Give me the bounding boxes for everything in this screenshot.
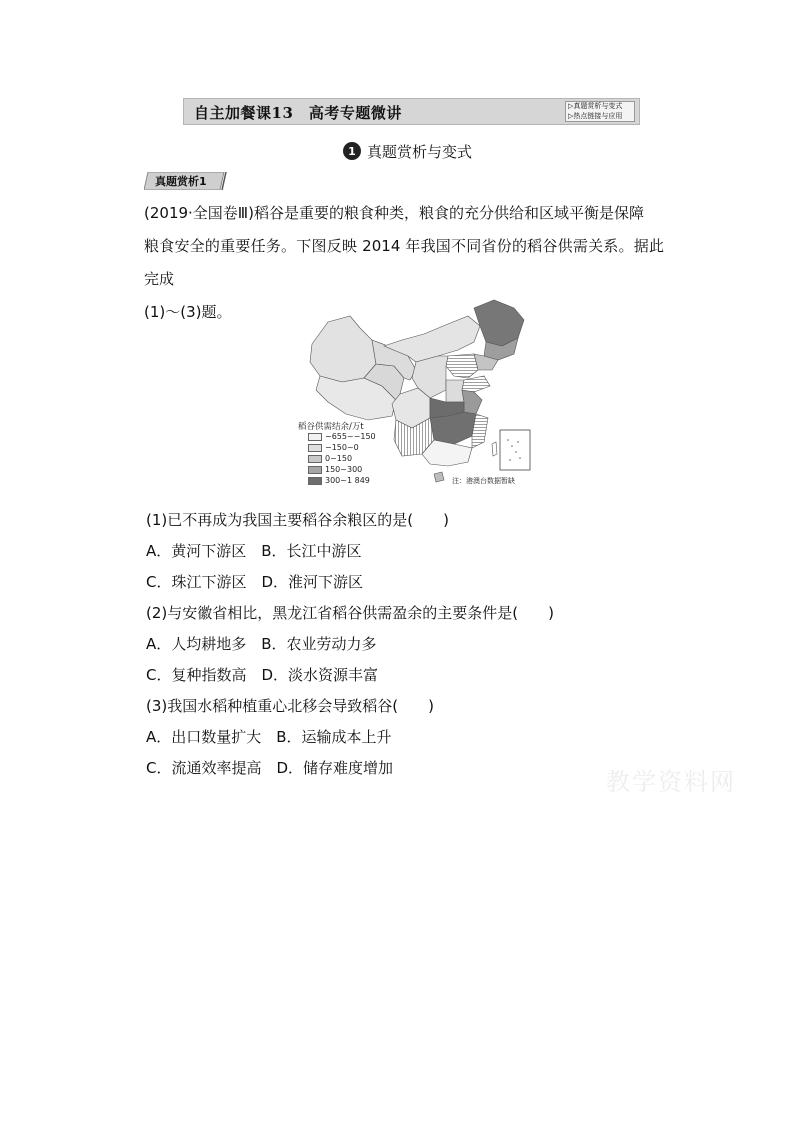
region-hainan <box>434 472 444 482</box>
section-link-hotspot[interactable]: ▷热点链接与应用 <box>568 111 623 120</box>
intro-line: (2019·全国卷Ⅲ)稻谷是重要的粮食种类，粮食的充分供给和区域平衡是保障 <box>144 204 644 222</box>
region-shandong <box>462 376 490 392</box>
region-taiwan <box>492 442 497 456</box>
section-link-appreciation[interactable]: ▷真题赏析与变式 <box>568 102 623 110</box>
legend-item: −150~0 <box>308 443 359 452</box>
region-henan <box>446 380 464 402</box>
legend-item: 0~150 <box>308 454 352 463</box>
legend-item: −655~−150 <box>308 432 376 441</box>
question-2-options-cd[interactable]: C．复种指数高 D．淡水资源丰富 <box>146 666 379 684</box>
question-1-options-cd[interactable]: C．珠江下游区 D．淮河下游区 <box>146 573 364 591</box>
region-hebei <box>446 354 478 378</box>
region-jiangsu-anhui <box>462 390 482 414</box>
lesson-header-bar <box>183 98 640 125</box>
question-2-stem: (2)与安徽省相比，黑龙江省稻谷供需盈余的主要条件是( ) <box>146 604 554 622</box>
question-3-options-ab[interactable]: A．出口数量扩大 B．运输成本上升 <box>146 728 392 746</box>
region-xinjiang <box>310 316 376 382</box>
intro-line: (1)～(3)题。 <box>144 303 232 321</box>
lesson-title: 自主加餐课13 高考专题微讲 <box>194 104 402 122</box>
question-1-options-ab[interactable]: A．黄河下游区 B．长江中游区 <box>146 542 362 560</box>
question-3-options-cd[interactable]: C．流通效率提高 D．储存难度增加 <box>146 759 394 777</box>
question-3-stem: (3)我国水稻种植重心北移会导致稻谷( ) <box>146 697 434 715</box>
section-heading <box>343 141 472 161</box>
legend-item: 150~300 <box>308 465 362 474</box>
watermark: 教学资料网 <box>606 768 736 796</box>
south-china-sea-inset <box>500 430 530 470</box>
intro-line: 粮食安全的重要任务。下图反映 2014 年我国不同省份的稻谷供需关系。据此完成 <box>144 237 664 288</box>
question-2-options-ab[interactable]: A．人均耕地多 B．农业劳动力多 <box>146 635 377 653</box>
map-note: 注：港澳台数据暂缺 <box>452 477 515 485</box>
section-links-box <box>565 101 635 122</box>
section-number-badge: 1 <box>343 142 361 160</box>
legend-item: 300~1 849 <box>308 476 370 485</box>
section-title: 真题赏析与变式 <box>367 142 473 161</box>
question-1-stem: (1)已不再成为我国主要稻谷余粮区的是( ) <box>146 511 449 529</box>
tag-label: 真题赏析1 <box>155 175 207 188</box>
question-tag <box>144 172 230 190</box>
legend-title: 稻谷供需结余/万t <box>298 422 364 432</box>
